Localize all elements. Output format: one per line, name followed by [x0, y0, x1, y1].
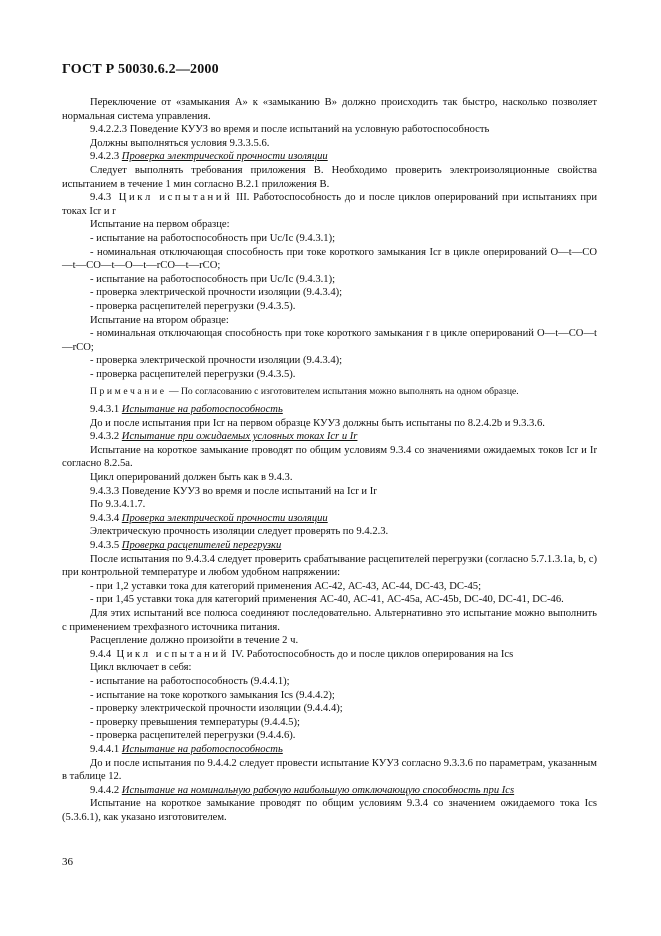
cycle-label: Цикл испытаний — [118, 192, 233, 204]
paragraph: Расцепление должно произойти в течение 2 ч. — [90, 635, 299, 647]
note-label: Примечание — [90, 386, 167, 398]
paragraph: До и после испытания по 9.4.4.2 следует провести испытание КУУЗ согласно 9.3.3.6 по параметрам, указанным в таблице 12. — [62, 757, 597, 783]
list-item: - при 1,45 уставки тока для категорий применения АС-40, АС-41, АС-45a, АС-45b, DC-40, DC-41, DC-46. — [90, 594, 564, 606]
section-number: 9.4.2.3 — [90, 151, 120, 163]
paragraph: Испытание на втором образце: — [90, 314, 229, 326]
section-number: 9.4.3.4 — [90, 512, 120, 524]
cycle-label: Цикл испытаний — [116, 648, 229, 660]
list-item: - проверка электрической прочности изоляции (9.4.3.4); — [90, 355, 343, 367]
section-number: 9.4.3.2 — [90, 431, 120, 443]
paragraph: Электрическую прочность изоляции следует проверять по 9.4.2.3. — [90, 526, 389, 538]
section-number: 9.4.3.1 — [90, 404, 120, 416]
list-item: - проверка расцепителей перегрузки (9.4.3.5). — [90, 300, 296, 312]
note-text: — По согласованию с изготовителем испытания можно выполнять на одном образце. — [168, 386, 519, 398]
paragraph: Переключение от «замыкания А» к «замыканию В» должно происходить так быстро, насколько позволяет нормальная система управления. — [62, 97, 597, 122]
section-heading — [62, 191, 597, 218]
paragraph: По 9.3.4.1.7. — [90, 499, 146, 511]
paragraph: Испытание на первом образце: — [90, 219, 230, 231]
list-item: - проверка расцепителей перегрузки (9.4.4.6). — [90, 730, 296, 742]
paragraph: Цикл оперирований должен быть как в 9.4.3. — [90, 472, 293, 484]
section-title: Испытание на номинальную рабочую наибольшую отключающую способность при Ics — [121, 784, 515, 796]
section-heading: 9.4.3.3 Поведение КУУЗ во время и после испытаний на Icr и Ir — [90, 485, 377, 497]
section-title: III. Работоспособность до и после циклов оперирований при испытаниях при токах Icr и r — [62, 192, 597, 217]
section-title: Проверка электрической прочности изоляции — [121, 151, 328, 163]
paragraph: Испытание на короткое замыкание проводят по общим условиям 9.3.4 со значениями ожидаемых токов Icr и Ir согласно 8.2.5a. — [62, 444, 597, 470]
section-title: Испытание на работоспособность — [121, 404, 283, 416]
list-item: - номинальная отключающая способность при токе короткого замыкания Icr в цикле оперирований O—t—CO—t—CO—t—O—t—rCO—t—rCO; — [62, 246, 597, 272]
section-title: Проверка расцепителей перегрузки — [121, 540, 282, 551]
list-item: - проверку превышения температуры (9.4.4.5); — [90, 716, 300, 728]
list-item: - проверка расцепителей перегрузки (9.4.3.5). — [90, 368, 296, 380]
paragraph: Испытание на короткое замыкание проводят по общим условиям 9.3.4 со значением ожидаемого тока Ics (5.3.6.1), как указано изготовителем. — [62, 798, 597, 823]
section-title: IV. Работоспособность до и после циклов оперирования на Ics — [231, 648, 514, 660]
section-title: Проверка электрической прочности изоляции — [121, 512, 328, 524]
section-heading — [62, 648, 597, 662]
section-heading — [62, 150, 597, 164]
section-number: 9.4.3.5 — [90, 540, 120, 551]
paragraph: До и после испытания при Icr на первом образце КУУЗ должны быть испытаны по 8.2.4.2b и 9.3.3.6. — [90, 417, 545, 429]
section-heading — [62, 430, 597, 444]
paragraph: Следует выполнять требования приложения В. Необходимо проверить электроизоляционные свойства испытанием в течение 1 мин согласно В.2.1 приложения В. — [62, 164, 597, 190]
list-item: - проверка электрической прочности изоляции (9.4.3.4); — [90, 287, 343, 299]
section-heading — [62, 403, 597, 417]
list-item: - проверку электрической прочности изоляции (9.4.4.4); — [90, 703, 343, 715]
paragraph: После испытания по 9.4.3.4 следует проверить срабатывание расцепителей перегрузки (согласно 5.7.1.3.1a, b, c) при контрольной температуре и любом удобном напряжении: — [62, 553, 597, 579]
list-item: - испытание на работоспособность (9.4.4.1); — [90, 675, 290, 687]
page-number: 36 — [62, 856, 73, 868]
section-title: Испытание на работоспособность — [121, 743, 283, 755]
list-item: - испытание на работоспособность при Uc/Ic (9.4.3.1); — [90, 232, 336, 244]
paragraph: Для этих испытаний все полюса соединяют последовательно. Альтернативно это испытание можно выполнить с применением трехфазного источника питания. — [62, 607, 597, 633]
list-item: - испытание на работоспособность при Uc/Ic (9.4.3.1); — [90, 273, 336, 285]
document-header: ГОСТ Р 50030.6.2—2000 — [62, 62, 219, 77]
section-number: 9.4.4 — [90, 648, 112, 660]
note — [62, 385, 597, 399]
paragraph: Цикл включает в себя: — [90, 662, 192, 674]
section-number: 9.4.3 — [90, 192, 112, 204]
section-heading — [62, 512, 597, 526]
section-title: Испытание при ожидаемых условных токах Icr и Ir — [121, 431, 358, 443]
section-number: 9.4.4.2 — [90, 784, 120, 796]
document-body — [62, 96, 597, 824]
section-heading — [62, 784, 597, 798]
list-item: - номинальная отключающая способность при токе короткого замыкания r в цикле оперирований O—t—CO—t—rCO; — [62, 328, 597, 353]
section-heading: 9.4.2.2.3 Поведение КУУЗ во время и после испытаний на условную работоспособность — [90, 124, 490, 136]
section-heading — [62, 539, 597, 553]
paragraph: Должны выполняться условия 9.3.3.5.6. — [90, 137, 270, 149]
section-heading — [62, 743, 597, 757]
list-item: - испытание на токе короткого замыкания Ics (9.4.4.2); — [90, 689, 335, 701]
list-item: - при 1,2 уставки тока для категорий применения АС-42, АС-43, АС-44, DC-43, DC-45; — [90, 580, 482, 592]
section-number: 9.4.4.1 — [90, 743, 120, 755]
